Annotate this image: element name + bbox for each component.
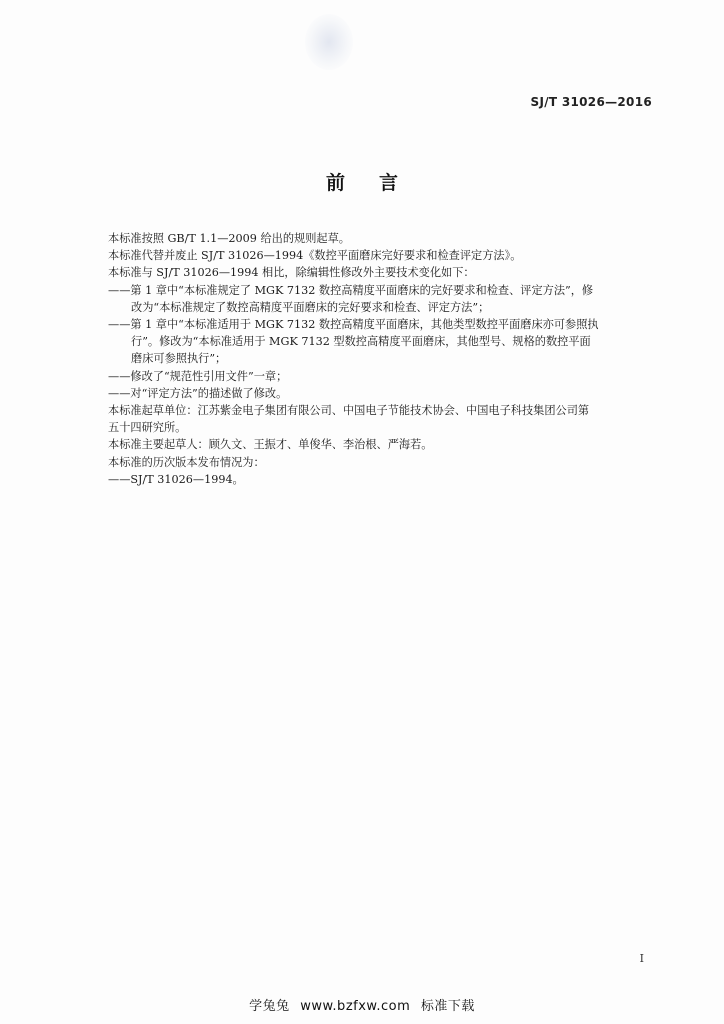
version-item-1-line: ——SJ/T 31026—1994。 [108, 472, 244, 486]
paragraph-replacement: 本标准代替并废止 SJ/T 31026—1994《数控平面磨床完好要求和检查评定方法》。 [108, 249, 522, 263]
paragraph-drafters: 本标准主要起草人：顾久文、王振才、单俊华、李治根、严海若。 [108, 438, 433, 452]
change-item-1-line-2: 改为“本标准规定了数控高精度平面磨床的完好要求和检查、评定方法”； [131, 300, 490, 314]
page-title: 前言 [325, 172, 432, 194]
foreword-body [108, 230, 656, 488]
standard-code: SJ/T 31026—2016 [530, 95, 652, 109]
paragraph-version-history: 本标准的历次版本发布情况为： [108, 455, 265, 469]
scan-smudge [305, 14, 353, 70]
change-item-2-line-2: 行”。修改为“本标准适用于 MGK 7132 型数控高精度平面磨床，其他型号、规格的数控平面 [131, 335, 591, 349]
change-item-2 [108, 316, 656, 368]
change-item-1-line-1: ——第 1 章中“本标准规定了 MGK 7132 数控高精度平面磨床的完好要求和检查、评定方法”，修 [108, 283, 594, 297]
version-item-1 [108, 471, 656, 488]
change-item-1 [108, 282, 656, 316]
paragraph-drafting-units-line-2: 五十四研究所。 [108, 421, 187, 435]
change-item-2-line-1: ——第 1 章中“本标准适用于 MGK 7132 数控高精度平面磨床，其他类型数控平面磨床亦可参照执 [108, 318, 599, 332]
change-item-4 [108, 385, 656, 402]
paragraph-drafting-units-line-1: 本标准起草单位：江苏紫金电子集团有限公司、中国电子节能技术协会、中国电子科技集团公司第 [108, 404, 590, 418]
change-item-3 [108, 368, 656, 385]
change-item-4-line-1: ——对“评定方法”的描述做了修改。 [108, 386, 288, 400]
footer-watermark: 学兔兔 www.bzfxw.com 标准下载 [249, 999, 475, 1014]
paragraph-changes-intro: 本标准与 SJ/T 31026—1994 相比，除编辑性修改外主要技术变化如下： [108, 266, 475, 280]
page-number: I [639, 952, 644, 965]
change-item-3-line-1: ——修改了“规范性引用文件”一章； [108, 369, 288, 383]
paragraph-drafting-rules: 本标准按照 GB/T 1.1—2009 给出的规则起草。 [108, 232, 350, 245]
change-item-2-line-3: 磨床可参照执行”； [131, 352, 227, 366]
